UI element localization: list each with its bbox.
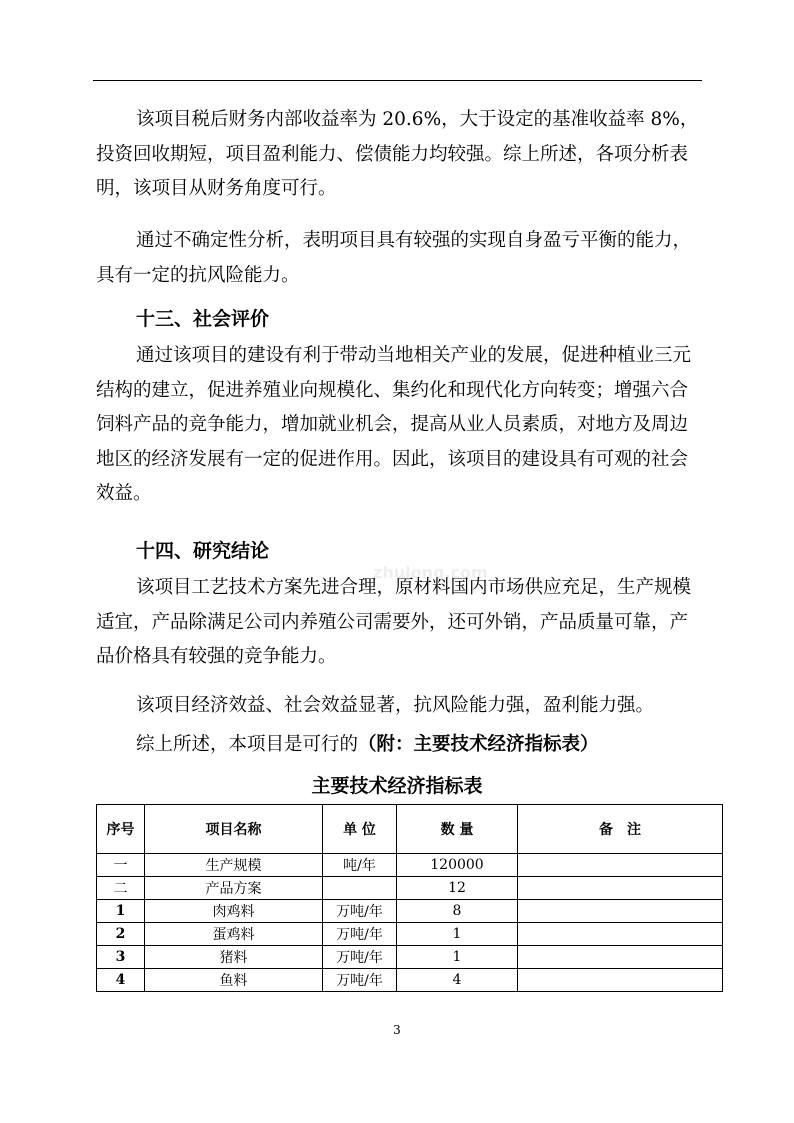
cell-item: 蛋鸡料	[145, 923, 323, 946]
cell-remarks	[518, 854, 723, 877]
col-header-remarks: 备 注	[518, 805, 723, 854]
table-row	[97, 969, 723, 992]
paragraph-text: 综上所述，本项目是可行的	[136, 734, 359, 755]
cell-index: 3	[97, 946, 145, 969]
cell-quantity: 12	[397, 877, 518, 900]
cell-quantity: 1	[397, 946, 518, 969]
cell-quantity: 1	[397, 923, 518, 946]
cell-remarks	[518, 969, 723, 992]
paragraph-financial	[96, 103, 706, 207]
paragraph-text: 通过该项目的建设有利于带动当地相关产业的发展，促进种植业三元结构的建立，促进养殖业向规模化、集约化和现代化方向转变；增强六合饲料产品的竞争能力，增加就业机会，提高从业人员素质，对地方及周边地区的经济发展有一定的促进作用。因此，该项目的建设具有可观的社会效益。	[96, 345, 692, 504]
cell-index: 2	[97, 923, 145, 946]
col-header-index: 序号	[97, 805, 145, 854]
cell-item: 产品方案	[145, 877, 323, 900]
cell-item: 肉鸡料	[145, 900, 323, 923]
page-number: 3	[393, 1023, 401, 1037]
table-row	[97, 877, 723, 900]
cell-index: 一	[97, 854, 145, 877]
cell-item: 鱼料	[145, 969, 323, 992]
paragraph-text: 该项目税后财务内部收益率为 20.6%，大于设定的基准收益率 8%，投资回收期短，项目盈利能力、偿债能力均较强。综上所述，各项分析表明，该项目从财务角度可行。	[96, 109, 699, 199]
cell-item: 猪料	[145, 946, 323, 969]
heading-conclusion: 十四、研究结论	[136, 540, 270, 562]
cell-index: 二	[97, 877, 145, 900]
cell-item: 生产规模	[145, 854, 323, 877]
table-title: 主要技术经济指标表	[311, 775, 483, 797]
cell-index: 1	[97, 900, 145, 923]
cell-unit	[323, 877, 397, 900]
cell-quantity: 120000	[397, 854, 518, 877]
cell-unit: 吨/年	[323, 854, 397, 877]
paragraph-text: 该项目工艺技术方案先进合理，原材料国内市场供应充足，生产规模适宜，产品除满足公司内养殖公司需要外，还可外销，产品质量可靠，产品价格具有较强的竞争能力。	[96, 577, 692, 667]
col-header-item: 项目名称	[145, 805, 323, 854]
paragraph-uncertainty	[96, 224, 706, 293]
table-row	[97, 900, 723, 923]
cell-unit: 万吨/年	[323, 969, 397, 992]
table-row	[97, 923, 723, 946]
cell-index: 4	[97, 969, 145, 992]
table-row	[97, 946, 723, 969]
cell-remarks	[518, 900, 723, 923]
cell-remarks	[518, 877, 723, 900]
cell-quantity: 4	[397, 969, 518, 992]
paragraph-text: 该项目经济效益、社会效益显著，抗风险能力强，盈利能力强。	[136, 695, 655, 716]
col-header-quantity: 数 量	[397, 805, 518, 854]
cell-quantity: 8	[397, 900, 518, 923]
col-header-unit: 单 位	[323, 805, 397, 854]
cell-remarks	[518, 923, 723, 946]
watermark: zhulong.com	[373, 563, 488, 582]
header-rule	[93, 80, 702, 81]
table-row	[97, 854, 723, 877]
cell-remarks	[518, 946, 723, 969]
cell-unit: 万吨/年	[323, 923, 397, 946]
heading-social-evaluation: 十三、社会评价	[136, 308, 270, 330]
paragraph-benefits	[96, 689, 706, 724]
paragraph-social	[96, 339, 706, 512]
table-header-row	[97, 805, 723, 854]
paragraph-text: 通过不确定性分析，表明项目具有较强的实现自身盈亏平衡的能力，具有一定的抗风险能力。	[96, 230, 692, 286]
paragraph-summary	[96, 728, 706, 763]
appendix-note: （附：主要技术经济指标表）	[358, 734, 599, 755]
cell-unit: 万吨/年	[323, 946, 397, 969]
cell-unit: 万吨/年	[323, 900, 397, 923]
paragraph-conclusion	[96, 571, 706, 675]
indicator-table	[96, 804, 723, 992]
